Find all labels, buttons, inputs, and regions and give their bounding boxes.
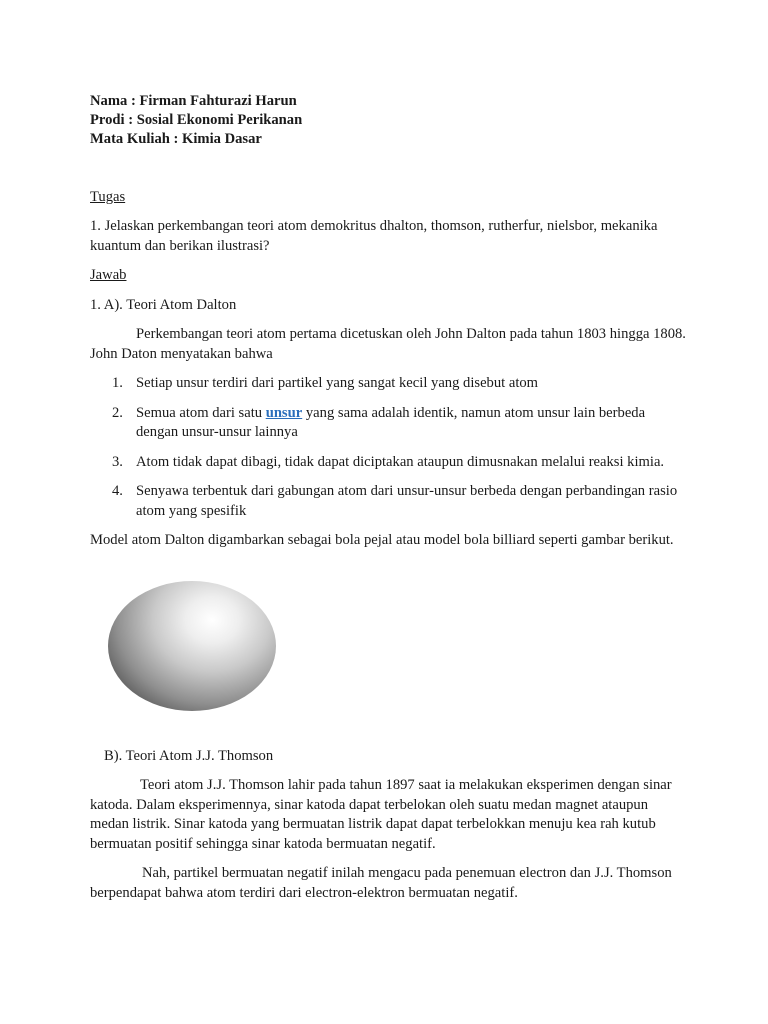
list-number: 4. [112, 483, 123, 500]
list-number: 1. [112, 375, 123, 392]
dalton-model-text: Model atom Dalton digambarkan sebagai bola pejal atau model bola billiard seperti gambar berikut. [90, 532, 674, 549]
list-item-text-after: yang sama adalah identik, namun atom unsur lain berbeda dengan unsur-unsur lainnya [136, 404, 646, 441]
list-item-text-before: Semua atom dari satu [136, 404, 263, 421]
answer-title: Jawab [90, 267, 127, 284]
list-item [90, 404, 690, 443]
list-number: 3. [112, 453, 123, 470]
list-item-text: Senyawa terbentuk dari gabungan atom dari unsur-unsur berbeda dengan perbandingan rasio atom yang spesifik [136, 483, 678, 519]
list-item [90, 453, 690, 473]
list-item [90, 374, 690, 394]
list-item [90, 482, 690, 521]
dalton-principles-list [90, 374, 690, 521]
document-page [90, 92, 690, 903]
task-question: 1. Jelaskan perkembangan teori atom demokritus dhalton, thomson, rutherfur, nielsbor, mekanika kuantum dan berikan ilustrasi? [90, 218, 658, 254]
thomson-paragraph-2: Nah, partikel bermuatan negatif inilah mengacu pada penemuan electron dan J.J. Thomson berpendapat bahwa atom terdiri dari electron-elektron bermuatan negatif. [90, 865, 672, 901]
course-name: Mata Kuliah : Kimia Dasar [90, 131, 262, 148]
student-name: Nama : Firman Fahturazi Harun [90, 93, 297, 109]
thomson-paragraph-1: Teori atom J.J. Thomson lahir pada tahun 1897 saat ia melakukan eksperimen dengan sinar katoda. Dalam eksperimennya, sinar katoda dapat terbelokan oleh suatu medan magnet ataupun medan listrik. Sinar katoda yang bermuatan listrik dapat dapat terbelokkan menuju kea rah kutub bermuatan positif sehingga sinar katoda bermuatan negatif. [90, 777, 672, 852]
unsur-link[interactable]: unsur [265, 404, 303, 421]
dalton-ball-illustration [108, 581, 278, 713]
dalton-heading: 1. A). Teori Atom Dalton [90, 296, 237, 313]
study-program: Prodi : Sosial Ekonomi Perikanan [90, 112, 303, 129]
task-title: Tugas [90, 188, 126, 205]
dalton-intro: Perkembangan teori atom pertama dicetuskan oleh John Dalton pada tahun 1803 hingga 1808. John Daton menyatakan bahwa [90, 326, 686, 362]
list-item-text: Setiap unsur terdiri dari partikel yang sangat kecil yang disebut atom [136, 375, 539, 392]
student-header [90, 92, 690, 150]
thomson-heading: B). Teori Atom J.J. Thomson [104, 747, 274, 764]
list-number: 2. [112, 404, 123, 421]
solid-sphere-image [108, 581, 276, 711]
list-item-text: Atom tidak dapat dibagi, tidak dapat diciptakan ataupun dimusnakan melalui reaksi kimia. [136, 453, 665, 470]
